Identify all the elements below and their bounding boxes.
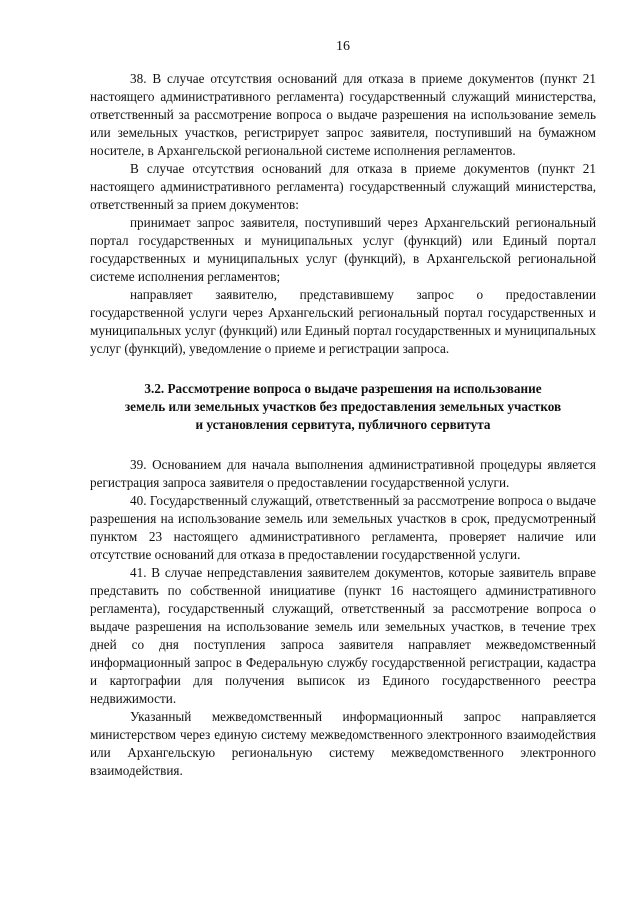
section-heading-line: и установления сервитута, публичного сервитута <box>195 417 491 432</box>
paragraph-acceptance-intro: В случае отсутствия оснований для отказа в приеме документов (пункт 21 настоящего административного регламента) государственный служащий министерства, ответственный за прием документов: <box>90 161 596 212</box>
paragraph-38: 38. В случае отсутствия оснований для отказа в приеме документов (пункт 21 настоящего административного регламента) государственный служащий министерства, ответственный за рассмотрение вопроса о выдаче разрешения на использование земель или земельных участков, регистрирует запрос заявителя, поступивший на бумажном носителе, в Архангельской региональной системе исполнения регламентов. <box>90 71 596 158</box>
paragraph-send-notification: направляет заявителю, представившему запрос о предоставлении государственной услуги через Архангельский региональный портал государственных и муниципальных услуг (функций) или Единый портал государственных и муниципальных услуг (функций), уведомление о приеме и регистрации запроса. <box>90 287 596 356</box>
section-heading-line: земель или земельных участков без предоставления земельных участков <box>124 399 562 414</box>
document-body <box>90 70 596 780</box>
paragraph-39: 39. Основанием для начала выполнения административной процедуры является регистрация запроса заявителя о предоставлении государственной услуги. <box>90 457 596 490</box>
paragraph-40: 40. Государственный служащий, ответственный за рассмотрение вопроса о выдаче разрешения на использование земель или земельных участков в срок, предусмотренный пунктом 23 настоящего административного регламента, проверяет наличие или отсутствие оснований для отказа в предоставлении государственной услуги. <box>90 493 596 562</box>
section-heading-3-2 <box>90 380 596 434</box>
paragraph-accept-request: принимает запрос заявителя, поступивший через Архангельский региональный портал государственных и муниципальных услуг (функций) или Единый портал государственных и муниципальных услуг (функций), в Архангельской региональной системе исполнения регламентов; <box>90 215 596 284</box>
page-number: 16 <box>336 39 350 54</box>
paragraph-41: 41. В случае непредставления заявителем документов, которые заявитель вправе представить по собственной инициативе (пункт 16 настоящего административного регламента), государственный служащий, ответственный за рассмотрение вопроса о выдаче разрешения на использование земель или земельных участков, в течение трех дней со дня поступления запроса заявителя направляет межведомственный информационный запрос в Федеральную службу государственной регистрации, кадастра и картографии для получения выписок из Единого государственного реестра недвижимости. <box>90 565 596 706</box>
paragraph-interagency-request: Указанный межведомственный информационный запрос направляется министерством через единую систему межведомственного электронного взаимодействия или Архангельскую региональную систему межведомственного электронного взаимодействия. <box>90 709 596 778</box>
section-heading-line: 3.2. Рассмотрение вопроса о выдаче разрешения на использование <box>144 381 542 396</box>
